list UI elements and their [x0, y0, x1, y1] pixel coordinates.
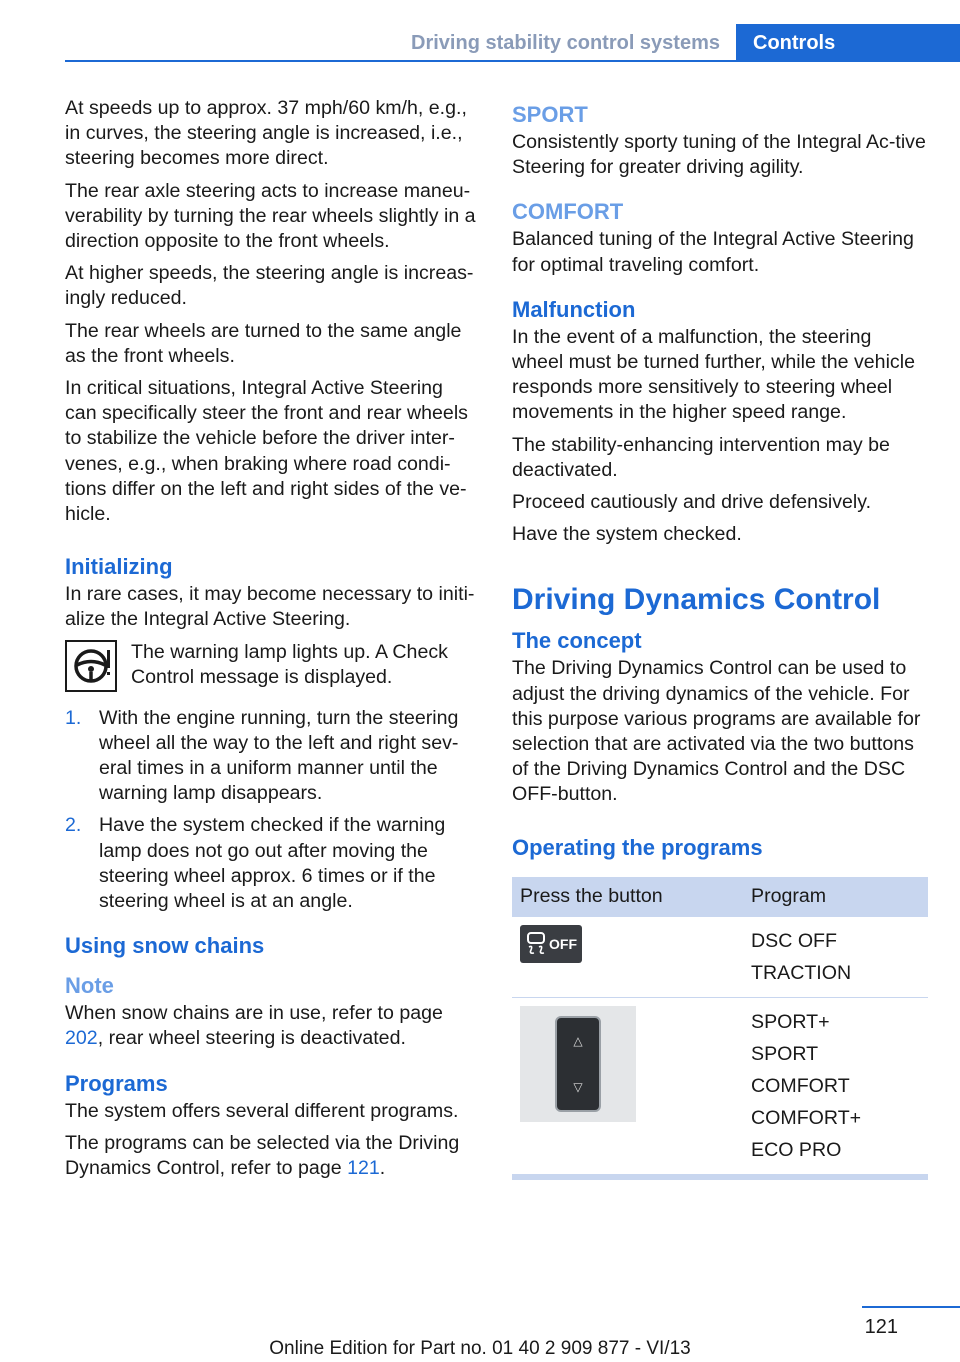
paragraph: The rear axle steering acts to increase maneu-verability by turning the rear wheels slightly in a direction opposite to the front wheels. [65, 179, 476, 253]
heading-driving-dynamics-control: Driving Dynamics Control [512, 583, 881, 617]
header-section-title: Driving stability control systems [411, 32, 720, 54]
driving-dynamics-switch-image [520, 1006, 636, 1122]
table-row [512, 917, 928, 998]
step-text: With the engine running, turn the steering wheel all the way to the left and right sev-eral times in a uniform manner until the warning lamp disappears. [99, 706, 459, 805]
footer-edition: Online Edition for Part no. 01 40 2 909 877 - VI/13 [269, 1338, 691, 1359]
program-name: ECO PRO [751, 1138, 842, 1161]
table-header-row [512, 877, 928, 917]
car-skid-icon [526, 931, 548, 957]
note-paragraph [65, 1001, 479, 1051]
paragraph: Proceed cautiously and drive defensively. [512, 491, 872, 514]
program-name: SPORT+ [751, 1010, 830, 1033]
button-cell [512, 997, 743, 1177]
programs-text: The programs can be selected via the Driving Dynamics Control, refer to page [65, 1131, 460, 1180]
program-cell [743, 917, 928, 998]
heading-programs: Programs [65, 1070, 168, 1096]
button-cell [512, 917, 743, 998]
program-name: COMFORT+ [751, 1106, 862, 1129]
paragraph: The system offers several different programs. [65, 1099, 459, 1122]
step-text: Have the system checked if the warning lamp does not go out after moving the steering wheel approx. 6 times or if the steering wheel is at an angle. [99, 814, 446, 913]
heading-sport: SPORT [512, 102, 588, 127]
steering-wheel-warning-icon [65, 640, 117, 692]
programs-paragraph [65, 1131, 479, 1181]
page-link-202[interactable]: 202 [65, 1027, 98, 1050]
program-name: TRACTION [751, 961, 852, 984]
heading-note: Note [65, 973, 114, 999]
column-header-program: Program [743, 877, 928, 917]
paragraph: The stability-enhancing intervention may be deactivated. [512, 433, 890, 481]
paragraph: Balanced tuning of the Integral Active Steering for optimal traveling comfort. [512, 228, 914, 276]
header-tab: Controls [736, 24, 960, 62]
dsc-off-button-image [520, 925, 582, 963]
paragraph: Have the system checked. [512, 523, 742, 546]
page-number: 121 [864, 1316, 898, 1338]
heading-the-concept: The concept [512, 628, 642, 654]
heading-comfort: COMFORT [512, 199, 624, 225]
heading-operating-programs: Operating the programs [512, 834, 763, 860]
footer-rule [862, 1306, 960, 1308]
warning-lamp-row [65, 640, 479, 692]
paragraph: In critical situations, Integral Active Steering can specifically steer the front and rear wheels to stabilize the vehicle before the driver inter-venes, e.g., when braking where road condi-tions differ on the left and right sides of the ve-hicle. [65, 377, 468, 526]
column-header-button: Press the button [512, 877, 743, 917]
heading-malfunction: Malfunction [512, 296, 636, 322]
paragraph: Consistently sporty tuning of the Integral Ac-tive Steering for greater driving agility. [512, 131, 926, 179]
paragraph: The Driving Dynamics Control can be used to adjust the driving dynamics of the vehicle. For this purpose various programs are available for selection that are activated via the two buttons of the Driving Dynamics Control and the DSC OFF-button. [512, 657, 921, 806]
paragraph: In the event of a malfunction, the steering wheel must be turned further, while the vehicle responds more sensitively to steering wheel movements in the higher speed range. [512, 325, 915, 424]
paragraph: At speeds up to approx. 37 mph/60 km/h, e.g., in curves, the steering angle is increased, i.e., steering becomes more direct. [65, 97, 467, 170]
paragraph: In rare cases, it may become necessary to initi-alize the Integral Active Steering. [65, 583, 475, 631]
programs-table [512, 877, 928, 1180]
down-arrow-icon: ▽ [573, 1079, 583, 1094]
up-arrow-icon: △ [573, 1033, 583, 1048]
dsc-off-label: OFF [549, 935, 577, 952]
left-column [65, 96, 479, 1188]
program-cell [743, 997, 928, 1177]
steps-list [65, 706, 479, 915]
step-number: 2. [65, 814, 82, 837]
page-link-121[interactable]: 121 [347, 1157, 380, 1180]
heading-initializing: Initializing [65, 554, 173, 580]
list-item [65, 813, 479, 914]
warning-lamp-text: The warning lamp lights up. A Check Control message is displayed. [131, 640, 448, 688]
heading-snow-chains: Using snow chains [65, 933, 265, 959]
rocker-switch [555, 1016, 601, 1112]
paragraph: The rear wheels are turned to the same angle as the front wheels. [65, 319, 462, 367]
step-number: 1. [65, 706, 82, 729]
table-row [512, 997, 928, 1177]
paragraph: At higher speeds, the steering angle is increas-ingly reduced. [65, 262, 474, 310]
program-name: DSC OFF [751, 929, 837, 952]
program-name: SPORT [751, 1042, 819, 1065]
note-text: When snow chains are in use, refer to page [65, 1002, 443, 1025]
programs-text: . [379, 1157, 386, 1180]
note-text: , rear wheel steering is deactivated. [97, 1027, 406, 1050]
right-column [512, 100, 928, 1180]
list-item [65, 706, 479, 807]
program-name: COMFORT [751, 1074, 850, 1097]
